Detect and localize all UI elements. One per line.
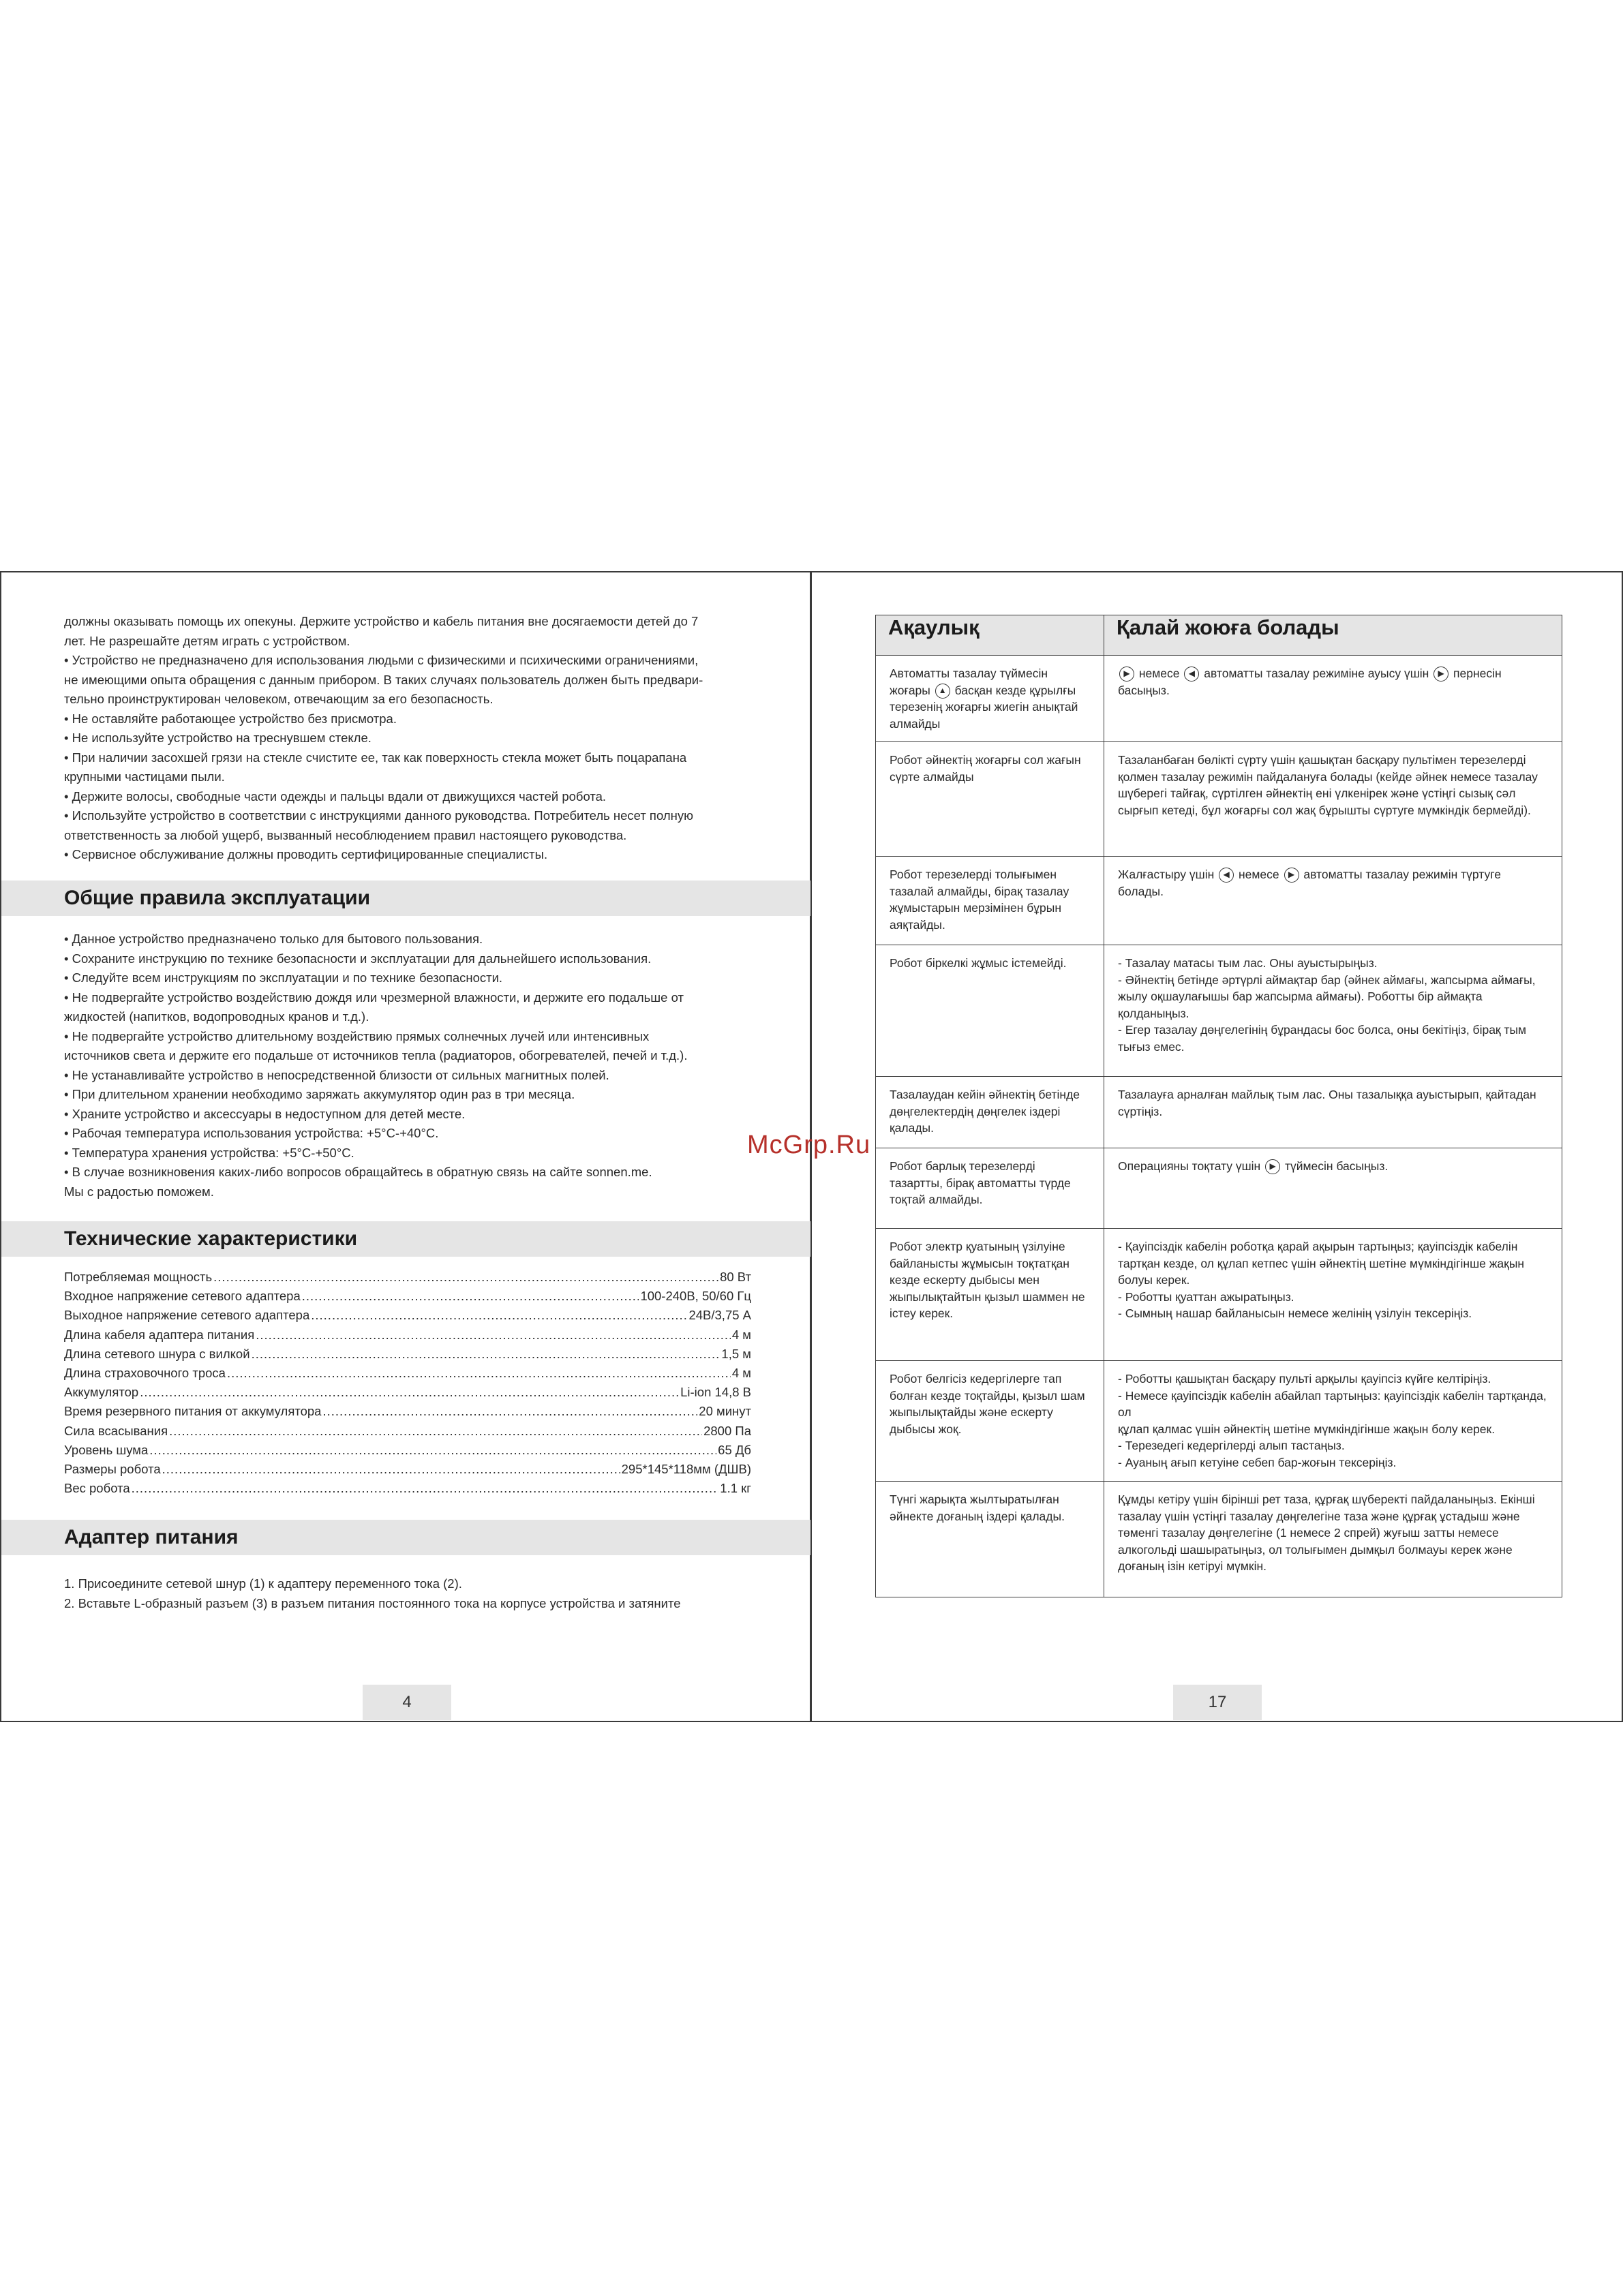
problem-text: Тазалаудан кейін әйнектің бетінде дөңгелектердің дөңгелек іздері қалады. (890, 1088, 1080, 1135)
problem-text: Автоматты тазалау түймесін (890, 667, 1048, 680)
solution-text: Операцияны тоқтату үшін (1118, 1159, 1261, 1173)
solution-cell (1104, 742, 1562, 857)
page-number: 4 (363, 1685, 451, 1720)
spec-label: Вес робота (64, 1481, 130, 1496)
list-item: • Храните устройство и аксессуары в недоступном для детей месте. (64, 1106, 466, 1121)
spec-row (64, 1402, 751, 1421)
solution-text: - Ауаның ағып кетуіне себеп бар-жоғын тексеріңіз. (1118, 1455, 1397, 1469)
up-arrow-icon: ▲ (935, 684, 950, 699)
text-line: ответственность за любой ущерб, вызванный несоблюдением правил настоящего руководства. (64, 827, 627, 842)
solution-text: - Егер тазалау дөңгелегінің бұрандасы бос болса, оны бекітіңіз, бірақ тым тығыз емес. (1118, 1023, 1527, 1054)
section-title-operation-rules: Общие правила эксплуатации (64, 887, 371, 909)
column-header-problem: Ақаулық (876, 615, 1104, 656)
text-line: не имеющими опыта обращения с данным прибором. В таких случаях пользователь должен быть предвари- (64, 672, 703, 687)
spec-label: Время резервного питания от аккумулятора (64, 1404, 322, 1419)
problem-text: Робот әйнектің жоғарғы сол жағын сүрте алмайды (890, 753, 1081, 784)
table-row (876, 945, 1562, 1077)
solution-cell (1104, 1077, 1562, 1148)
problem-text: басқан кезде құрылғы (954, 683, 1076, 697)
table-row (876, 1361, 1562, 1482)
spec-row (64, 1364, 751, 1383)
text-line: • Сервисное обслуживание должны проводить сертифицированные специалисты. (64, 847, 548, 861)
solution-cell (1104, 1482, 1562, 1597)
problem-cell (876, 1361, 1104, 1482)
left-page (0, 571, 811, 1722)
text-line: должны оказывать помощь их опекуны. Держите устройство и кабель питания вне досягаемости детей до 7 (64, 614, 699, 628)
spec-row (64, 1345, 751, 1364)
spec-row (64, 1422, 751, 1441)
text-line: крупными частицами пыли. (64, 769, 225, 784)
specs-list (64, 1268, 751, 1498)
text-line: • При наличии засохшей грязи на стекле счистите ее, так как поверхность стекла может быть поцарапана (64, 750, 687, 765)
table-row (876, 742, 1562, 857)
solution-text: - Роботты қуаттан ажыратыңыз. (1118, 1289, 1294, 1304)
safety-intro (64, 612, 748, 865)
table-row (876, 1148, 1562, 1229)
solution-cell (1104, 1229, 1562, 1361)
spec-label: Аккумулятор (64, 1385, 139, 1400)
operation-rules-list (64, 930, 748, 1201)
list-item: • Следуйте всем инструкциям по эксплуатации и по технике безопасности. (64, 970, 503, 985)
troubleshooting-table (875, 615, 1562, 1597)
spec-row (64, 1441, 751, 1460)
solution-text: - Сымның нашар байланысын немесе желінің үзілуін тексеріңіз. (1118, 1306, 1472, 1320)
left-arrow-icon: ◀ (1184, 667, 1199, 682)
page-number: 17 (1173, 1685, 1262, 1720)
spec-label: Сила всасывания (64, 1423, 168, 1438)
table-header-row (876, 615, 1562, 656)
table-row (876, 857, 1562, 945)
left-arrow-icon: ◀ (1219, 868, 1234, 883)
solution-text: - Немесе қауіпсіздік кабелін абайлап тартыңыз: қауіпсіздік кабелін тартқанда, ол (1118, 1388, 1547, 1419)
list-item: • Не подвергайте устройство воздействию дождя или чрезмерной влажности, и держите его подальше от (64, 990, 684, 1005)
table-row (876, 1482, 1562, 1597)
list-item: • Сохраните инструкцию по технике безопасности и эксплуатации для дальнейшего использования. (64, 951, 652, 966)
problem-cell (876, 945, 1104, 1077)
solution-text: Тазалауға арналған майлық тым лас. Оны тазалыққа ауыстырып, қайтадан сүртіңіз. (1118, 1088, 1536, 1118)
text-line: • Устройство не предназначено для использования людьми с физическими и психическими ограничениями, (64, 653, 699, 667)
spec-row (64, 1326, 751, 1345)
solution-text: Тазаланбаған бөлікті сүрту үшін қашықтан басқару пультімен терезелерді қолмен тазалау режимін пайдалануға болады (кейде әйнек немесе тазалау шүберегі тайғақ, сүртілген әйнектің ені үлкенірек және үстіңгі сызық сәл сырғып кетеді, бұл жоғарғы сол жақ бұрышты сүртуге мүмкіндік бермейді). (1118, 753, 1538, 817)
text-line: • Держите волосы, свободные части одежды и пальцы вдали от движущихся частей робота. (64, 789, 607, 803)
spec-value: 24В/3,75 А (688, 1308, 751, 1323)
spec-value: 65 Дб (718, 1442, 751, 1457)
problem-cell (876, 656, 1104, 742)
problem-text: Робот терезелерді толығымен тазалай алмайды, бірақ тазалау жұмыстарын мерзімінен бұрын аяқтайды. (890, 868, 1070, 932)
right-arrow-icon: ▶ (1434, 667, 1448, 682)
spec-label: Выходное напряжение сетевого адаптера (64, 1308, 310, 1323)
spec-label: Длина страховочного троса (64, 1366, 226, 1381)
spec-value: 20 минут (699, 1404, 751, 1419)
list-item: • В случае возникновения каких-либо вопросов обращайтесь в обратную связь на сайте sonnen.me. (64, 1165, 652, 1179)
solution-text: - Терезедегі кедергілерді алып тастаңыз. (1118, 1439, 1345, 1452)
spec-row (64, 1383, 751, 1402)
solution-cell (1104, 945, 1562, 1077)
spec-row (64, 1287, 751, 1306)
solution-text: немесе (1239, 868, 1279, 881)
solution-text: пернесін басыңыз. (1118, 667, 1502, 697)
problem-cell (876, 857, 1104, 945)
solution-text: - Әйнектің бетінде әртүрлі аймақтар бар (әйнек аймағы, жапсырма аймағы, жылу оқшаулағышы бар жапсырма аймағы). Роботты бір аймақта қолданыңыз. (1118, 973, 1536, 1020)
problem-text: терезенің жоғарғы жиегін анықтай алмайды (890, 700, 1078, 731)
right-page (810, 571, 1623, 1722)
solution-text: - Роботты қашықтан басқару пульті арқылы қауіпсіз күйге келтіріңіз. (1118, 1372, 1491, 1386)
spec-label: Длина кабеля адаптера питания (64, 1327, 255, 1342)
solution-text: Жалғастыру үшін (1118, 868, 1215, 881)
step-item: 1. Присоедините сетевой шнур (1) к адаптеру переменного тока (2). (64, 1576, 462, 1591)
problem-cell (876, 1482, 1104, 1597)
right-arrow-icon: ▶ (1284, 868, 1299, 883)
problem-cell (876, 1148, 1104, 1229)
solution-text: - Тазалау матасы тым лас. Оны ауыстырыңыз. (1118, 956, 1378, 970)
solution-text: түймесін басыңыз. (1284, 1159, 1389, 1173)
list-item: жидкостей (напитков, водопроводных кранов и т.д.). (64, 1009, 369, 1024)
problem-text: Түнгі жарықта жылтыратылған әйнекте доғаның іздері қалады. (890, 1493, 1065, 1523)
spec-row (64, 1479, 751, 1498)
solution-text: автоматты тазалау режиміне ауысу үшін (1204, 667, 1429, 680)
spec-value: 295*145*118мм (ДШВ) (621, 1462, 751, 1477)
problem-cell (876, 1077, 1104, 1148)
list-item: • Не подвергайте устройство длительному воздействию прямых солнечных лучей или интенсивных (64, 1028, 650, 1043)
column-header-solution: Қалай жоюға болады (1104, 615, 1562, 656)
problem-text: жоғары (890, 683, 930, 697)
spec-label: Размеры робота (64, 1462, 161, 1477)
spec-row (64, 1460, 751, 1479)
solution-text: құлап қалмас үшін әйнектің шетіне мүмкіндігінше жақын болу керек. (1118, 1422, 1496, 1436)
watermark: McGrp.Ru (747, 1131, 871, 1159)
solution-text: Құмды кетіру үшін бірінші рет таза, құрғақ шүберекті пайдаланыңыз. Екінші тазалау үшін үстіңгі тазалау дөңгелегіне таза және құрғақ ұстадыш және төменгі тазалау дөңгелегіне (1 немесе 2 спрей) жуғыш затты немесе алкогольді шашыратыңыз, ол толығымен дымқыл болмауы керек және доғаның ізін кетіруі мүмкін. (1118, 1493, 1535, 1573)
spec-value: 4 м (731, 1327, 751, 1342)
document-spread (0, 571, 1623, 1722)
spec-value: 1.1 кг (720, 1481, 751, 1496)
solution-text: автоматты тазалау режимін түртуге болады. (1118, 868, 1501, 898)
spec-value: 80 Вт (720, 1270, 751, 1284)
spec-label: Потребляемая мощность (64, 1270, 213, 1284)
spec-value: 4 м (731, 1366, 751, 1381)
table-row (876, 1077, 1562, 1148)
spec-label: Длина сетевого шнура с вилкой (64, 1346, 250, 1361)
problem-cell (876, 1229, 1104, 1361)
solution-cell (1104, 1361, 1562, 1482)
spec-label: Уровень шума (64, 1442, 149, 1457)
solution-cell (1104, 857, 1562, 945)
problem-text: Робот электр қуатының үзілуіне байланысты жұмысын тоқтатқан кезде ескерту дыбысы мен жыпылықтайтын қызыл шаммен не істеу керек. (890, 1240, 1085, 1320)
problem-cell (876, 742, 1104, 857)
step-item: 2. Вставьте L-образный разъем (3) в разъем питания постоянного тока на корпусе устройства и затяните (64, 1595, 681, 1610)
spec-value: 2800 Па (703, 1423, 751, 1438)
solution-cell (1104, 1148, 1562, 1229)
spec-value: 100-240В, 50/60 Гц (640, 1289, 751, 1304)
list-item: источников света и держите его подальше от источников тепла (радиаторов, обогревателей, печей и т.д.). (64, 1048, 688, 1062)
text-line: • Используйте устройство в соответствии с инструкциями данного руководства. Потребитель несет полную (64, 808, 693, 823)
problem-text: Робот белгісіз кедергілерге тап болған кезде тоқтайды, қызыл шам жыпылықтайды және ескерту дыбысы жоқ. (890, 1372, 1085, 1436)
spec-value: Li-ion 14,8 В (680, 1385, 751, 1400)
list-item: • При длительном хранении необходимо заряжать аккумулятор один раз в три месяца. (64, 1087, 575, 1101)
list-item: • Данное устройство предназначено только для бытового пользования. (64, 932, 483, 946)
text-line: • Не оставляйте работающее устройство без присмотра. (64, 711, 397, 726)
solution-text: - Қауіпсіздік кабелін роботқа қарай ақырын тартыңыз; қауіпсіздік кабелін тартқан кезде, ол құлап кетпес үшін әйнектің шетіне мүмкіндігінше жақын болуы керек. (1118, 1240, 1525, 1287)
right-arrow-icon: ▶ (1119, 667, 1134, 682)
list-item: • Рабочая температура использования устройства: +5°С-+40°С. (64, 1126, 439, 1140)
text-line: • Не используйте устройство на треснувшем стекле. (64, 731, 371, 745)
problem-text: Робот барлық терезелерді тазартты, бірақ автоматты түрде тоқтай алмайды. (890, 1159, 1071, 1206)
solution-text: немесе (1138, 667, 1180, 680)
play-icon: ▶ (1265, 1159, 1280, 1174)
table-row (876, 656, 1562, 742)
power-adapter-steps (64, 1574, 748, 1613)
list-item: • Не устанавливайте устройство в непосредственной близости от сильных магнитных полей. (64, 1067, 609, 1082)
text-line: лет. Не разрешайте детям играть с устройством. (64, 633, 350, 648)
problem-text: Робот біркелкі жұмыс істемейді. (890, 956, 1067, 970)
spec-value: 1,5 м (721, 1346, 751, 1361)
table-row (876, 1229, 1562, 1361)
solution-cell (1104, 656, 1562, 742)
list-item: • Температура хранения устройства: +5°С-+50°С. (64, 1145, 354, 1160)
text-line: тельно проинструктирован человеком, отвечающим за его безопасность. (64, 692, 494, 706)
section-title-specs: Технические характеристики (64, 1227, 358, 1250)
list-item: Мы с радостью поможем. (64, 1184, 214, 1199)
section-title-power-adapter: Адаптер питания (64, 1526, 239, 1548)
spec-label: Входное напряжение сетевого адаптера (64, 1289, 301, 1304)
spec-row (64, 1306, 751, 1325)
spec-row (64, 1268, 751, 1287)
